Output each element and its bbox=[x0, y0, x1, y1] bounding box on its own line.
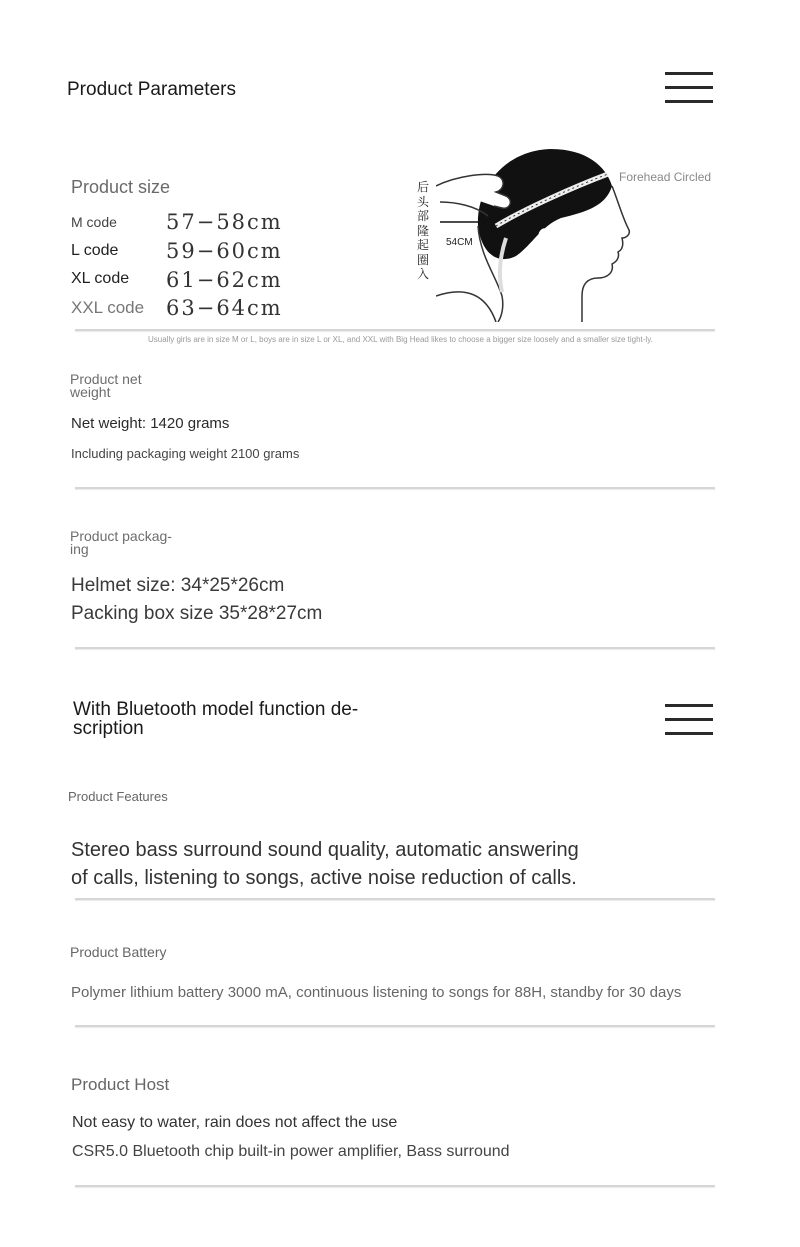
size-value-m: 57−58cm bbox=[166, 210, 283, 234]
product-features-label: Product Features bbox=[68, 789, 168, 804]
net-weight-value: Net weight: 1420 grams bbox=[71, 415, 230, 432]
divider bbox=[75, 1185, 715, 1187]
section-title-bluetooth: With Bluetooth model function de- scription bbox=[73, 699, 359, 739]
divider bbox=[75, 647, 715, 649]
section-title-product-parameters: Product Parameters bbox=[67, 79, 236, 100]
product-host-line1: Not easy to water, rain does not affect the use bbox=[72, 1114, 398, 1131]
product-packaging-label: Product packag- ing bbox=[70, 528, 172, 557]
product-host-label: Product Host bbox=[71, 1075, 170, 1094]
menu-icon[interactable] bbox=[665, 704, 713, 738]
product-battery-text: Polymer lithium battery 3000 mA, continuous listening to songs for 88H, standby for 30 days bbox=[71, 984, 682, 1001]
product-battery-label: Product Battery bbox=[70, 944, 167, 960]
size-code-l: L code bbox=[71, 242, 119, 259]
product-host-line2: CSR5.0 Bluetooth chip built-in power amplifier, Bass surround bbox=[72, 1143, 510, 1160]
size-code-xl: XL code bbox=[71, 270, 130, 287]
diagram-caption: Forehead Circled bbox=[619, 170, 712, 184]
net-weight-label: Product net weight bbox=[70, 371, 142, 400]
product-size-label: Product size bbox=[71, 177, 171, 197]
divider bbox=[75, 487, 715, 489]
product-features-text: Stereo bass surround sound quality, automatic answering of calls, listening to songs, active noise reduction of calls. bbox=[71, 839, 579, 889]
packaging-weight-value: Including packaging weight 2100 grams bbox=[71, 446, 300, 461]
size-value-xl: 61−62cm bbox=[166, 268, 283, 292]
head-measurement-diagram bbox=[436, 146, 636, 322]
size-value-l: 59−60cm bbox=[166, 239, 283, 263]
diagram-vertical-label: 后 头 部 隆 起 圈 入 bbox=[417, 180, 430, 281]
helmet-size: Helmet size: 34*25*26cm bbox=[71, 575, 285, 596]
size-code-xxl: XXL code bbox=[71, 298, 145, 317]
size-note: Usually girls are in size M or L, boys are in size L or XL, and XXL with Big Head likes to choose a bigger size loosely and a smaller size tight-ly. bbox=[148, 335, 653, 344]
packing-box-size: Packing box size 35*28*27cm bbox=[71, 603, 323, 624]
menu-icon[interactable] bbox=[665, 72, 713, 106]
divider bbox=[75, 329, 715, 331]
measurement-value: 54CM bbox=[446, 237, 473, 248]
size-code-m: M code bbox=[71, 214, 117, 230]
size-value-xxl: 63−64cm bbox=[166, 296, 283, 320]
divider bbox=[75, 1025, 715, 1027]
divider bbox=[75, 898, 715, 900]
